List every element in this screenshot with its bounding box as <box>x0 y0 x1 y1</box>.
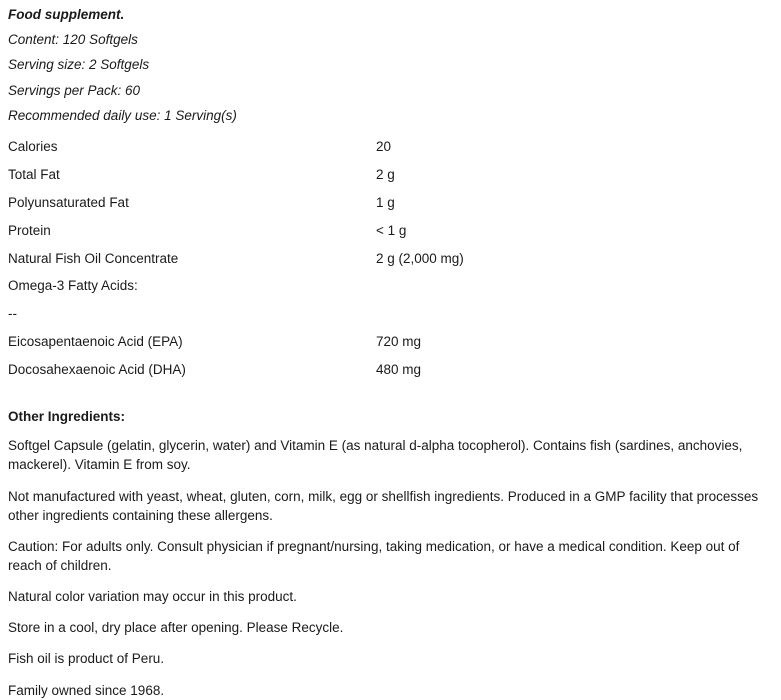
other-ingredients-title: Other Ingredients: <box>8 408 126 424</box>
nutrient-name: Calories <box>8 139 58 155</box>
nutrient-value: 2 g <box>376 166 395 182</box>
nutrient-value: 2 g (2,000 mg) <box>376 250 464 266</box>
nutrition-table <box>8 139 773 390</box>
table-row <box>8 362 773 390</box>
origin-paragraph: Fish oil is product of Peru. <box>8 651 165 667</box>
table-row <box>8 139 773 167</box>
table-row <box>8 306 773 334</box>
meta-content: Content: 120 Softgels <box>8 32 138 48</box>
supplement-title: Food supplement. <box>8 7 125 22</box>
nutrient-name: Docosahexaenoic Acid (DHA) <box>8 362 186 378</box>
table-row <box>8 195 773 223</box>
nutrient-name: Total Fat <box>8 166 60 182</box>
nutrient-name: Polyunsaturated Fat <box>8 194 129 210</box>
meta-servings-per-pack: Servings per Pack: 60 <box>8 82 141 98</box>
nutrient-value: 20 <box>376 139 392 155</box>
nutrient-value: 1 g <box>376 194 395 210</box>
nutrient-name: Protein <box>8 222 51 238</box>
caution-paragraph: Caution: For adults only. Consult physician if pregnant/nursing, taking medication, or have a medical condition. Keep out of reach of children. <box>8 538 740 573</box>
meta-recommended-daily-use: Recommended daily use: 1 Serving(s) <box>8 107 237 123</box>
family-owned-paragraph: Family owned since 1968. <box>8 682 165 698</box>
ingredients-paragraph: Softgel Capsule (gelatin, glycerin, water) and Vitamin E (as natural d-alpha tocopherol). Contains fish (sardines, anchovies, mackerel). Vitamin E from soy. <box>8 438 743 473</box>
nutrient-name: Eicosapentaenoic Acid (EPA) <box>8 334 183 350</box>
nutrient-name: Natural Fish Oil Concentrate <box>8 250 179 266</box>
storage-paragraph: Store in a cool, dry place after opening. Please Recycle. <box>8 620 344 636</box>
meta-serving-size: Serving size: 2 Softgels <box>8 57 150 73</box>
table-row <box>8 334 773 362</box>
nutrient-value: 480 mg <box>376 362 422 378</box>
table-row <box>8 278 773 306</box>
color-variation-paragraph: Natural color variation may occur in this product. <box>8 589 297 605</box>
table-row <box>8 223 773 251</box>
nutrient-name: Omega-3 Fatty Acids: <box>8 278 138 294</box>
nutrient-value <box>376 306 773 334</box>
nutrient-value <box>376 278 773 306</box>
allergen-paragraph: Not manufactured with yeast, wheat, gluten, corn, milk, egg or shellfish ingredients. Produced in a GMP facility that processes other ingredients containing these allergens. <box>8 488 759 523</box>
nutrient-value: 720 mg <box>376 334 422 350</box>
table-row <box>8 167 773 195</box>
supplement-header <box>8 6 773 125</box>
table-row <box>8 251 773 279</box>
nutrient-name: -- <box>8 306 17 322</box>
nutrient-value: < 1 g <box>376 222 407 238</box>
